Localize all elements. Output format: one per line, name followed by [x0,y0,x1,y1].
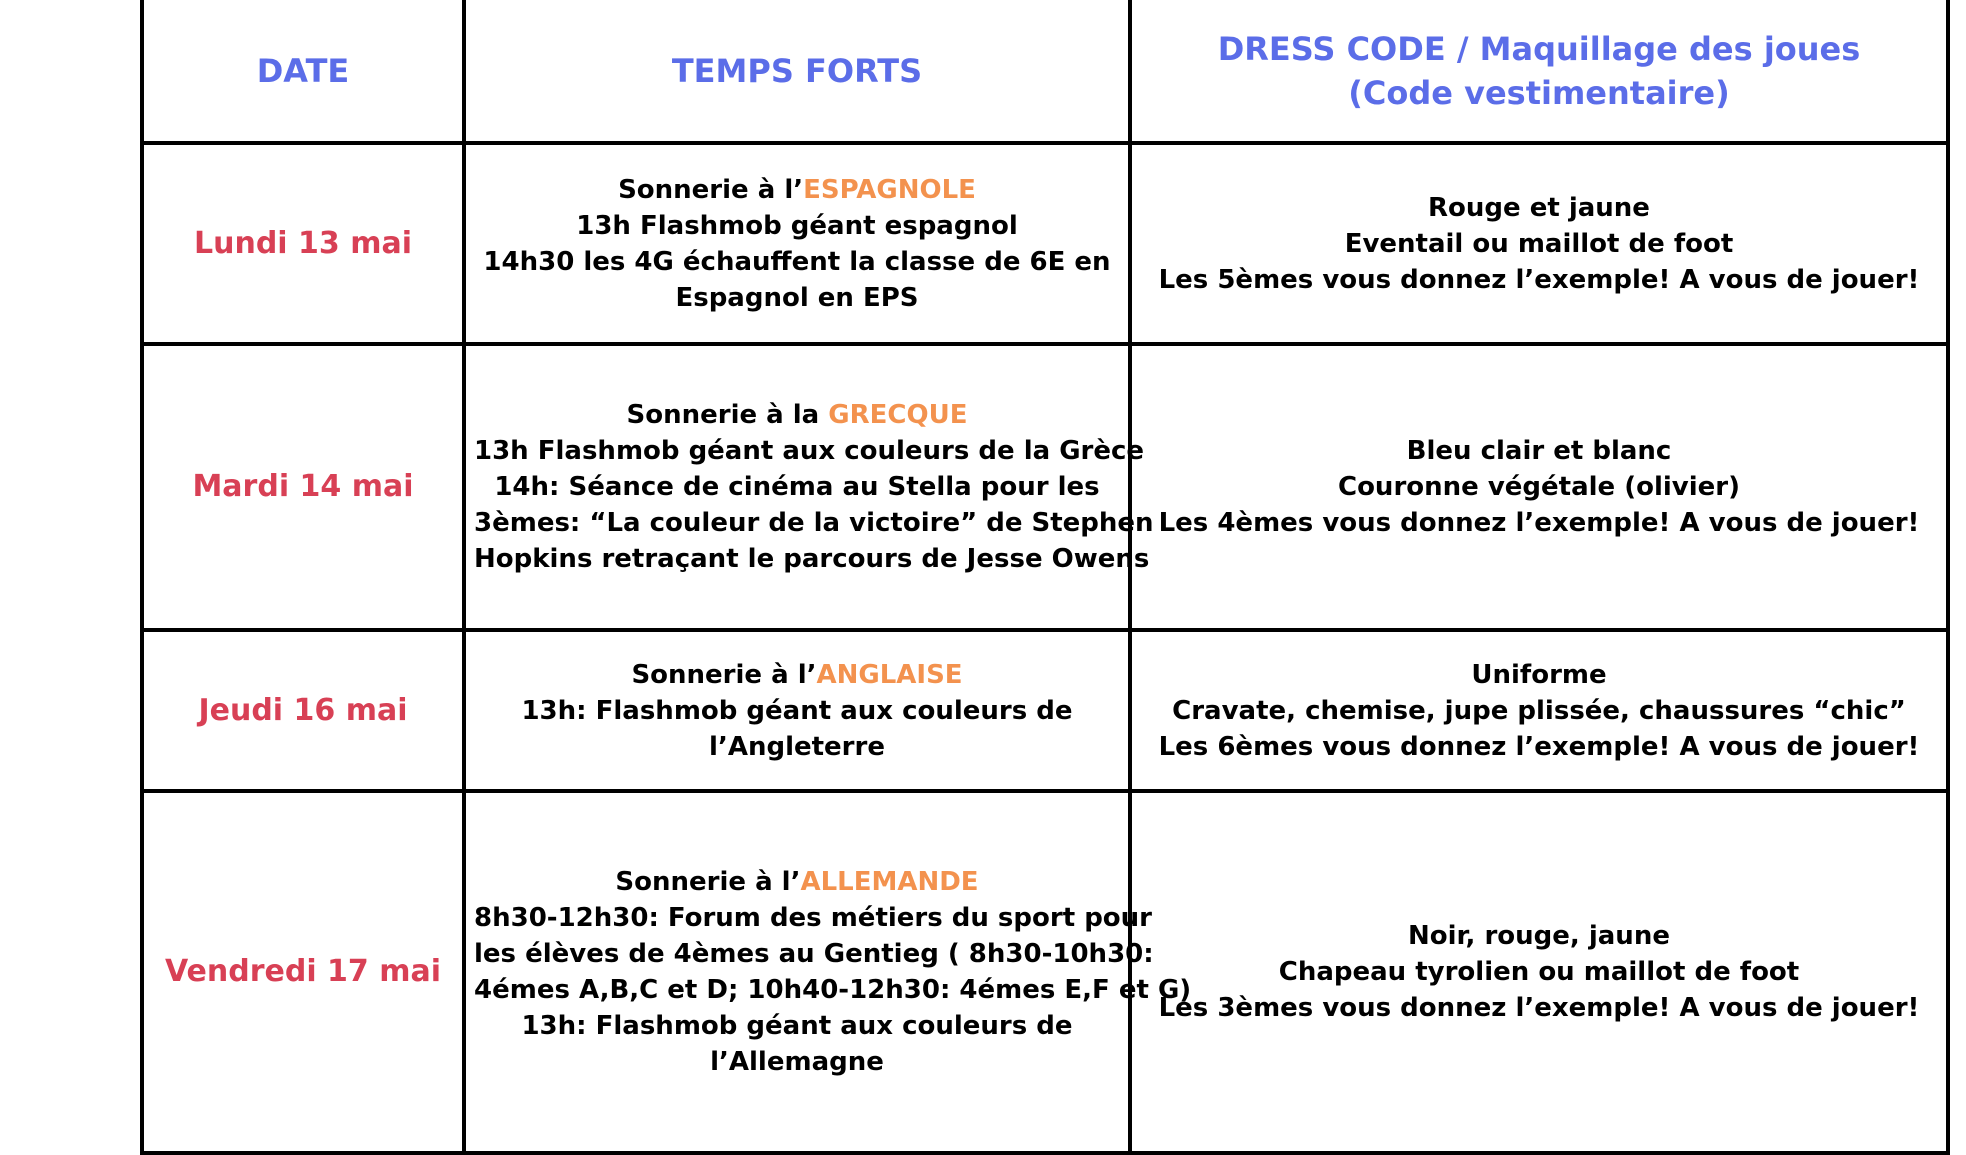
ring-line [474,397,1120,433]
event-line: 13h: Flashmob géant aux couleurs de [521,695,1073,726]
events-cell [464,791,1192,1153]
header-events-cell [464,0,1130,143]
event-line: Hopkins retraçant le parcours de Jesse Owens [474,544,1150,574]
header-row [142,0,1948,143]
dress-line: Les 3èmes vous donnez l’exemple! A vous de jouer! [1158,993,1920,1023]
dress-cell [1130,143,1948,344]
event-line: 3èmes: “La couleur de la victoire” de Stephen [474,508,1154,538]
event-line: 4émes A,B,C et D; 10h40-12h30: 4émes E,F et G) [474,975,1192,1005]
event-line: 14h: Séance de cinéma au Stella pour les [494,472,1100,502]
table-row [142,791,1948,1153]
header-dress-cell [1130,0,1948,143]
header-dress-line-1: DRESS CODE / Maquillage des joues [1217,29,1861,68]
ring-line [474,172,1120,208]
ring-prefix: Sonnerie à l’ [615,867,801,897]
table-row [142,344,1948,630]
date-cell [142,344,464,630]
events-cell [464,143,1130,344]
dress-line: Les 5èmes vous donnez l’exemple! A vous de jouer! [1158,264,1920,295]
dress-cell [1130,791,1948,1153]
header-events: TEMPS FORTS [671,51,923,90]
events-cell [464,344,1154,630]
dress-line: Cravate, chemise, jupe plissée, chaussures “chic” [1172,695,1906,726]
dress-line: Rouge et jaune [1428,192,1650,223]
date-cell [142,791,464,1153]
date-label: Jeudi 16 mai [198,692,408,728]
event-line: 13h Flashmob géant aux couleurs de la Grèce [474,436,1145,466]
ring-country: ALLEMANDE [800,867,979,897]
dress-line: Noir, rouge, jaune [1408,921,1670,951]
event-line: 14h30 les 4G échauffent la classe de 6E en [483,246,1111,277]
event-line: l’Angleterre [709,731,885,762]
date-label: Mardi 14 mai [192,469,414,504]
event-line: les élèves de 4èmes au Gentieg ( 8h30-10h30: [474,939,1154,969]
date-cell [142,143,464,344]
header-dress-line-2: (Code vestimentaire) [1348,73,1730,112]
ring-country: ANGLAISE [816,659,963,690]
date-cell [142,630,464,791]
schedule-table [140,0,1950,1155]
dress-line: Uniforme [1471,659,1607,690]
event-line: Espagnol en EPS [675,282,919,313]
ring-line [474,864,1120,900]
dress-line: Couronne végétale (olivier) [1337,472,1740,502]
header-date: DATE [256,51,350,90]
event-line: 13h Flashmob géant espagnol [576,210,1018,241]
ring-prefix: Sonnerie à l’ [618,174,804,205]
date-label: Vendredi 17 mai [164,954,442,989]
dress-cell [1130,630,1948,791]
ring-prefix: Sonnerie à l’ [631,659,817,690]
date-label: Lundi 13 mai [193,225,412,261]
dress-line: Eventail ou maillot de foot [1344,228,1734,259]
dress-line: Les 6èmes vous donnez l’exemple! A vous de jouer! [1158,731,1920,762]
event-line: 13h: Flashmob géant aux couleurs de [521,1011,1073,1041]
table-row [142,630,1948,791]
event-line: l’Allemagne [710,1047,884,1077]
ring-line [474,657,1120,693]
dress-line: Bleu clair et blanc [1406,436,1672,466]
events-cell [464,630,1130,791]
ring-country: GRECQUE [828,400,968,430]
table-row [142,143,1948,344]
header-date-cell [142,0,464,143]
ring-country: ESPAGNOLE [803,174,976,205]
dress-line: Les 4èmes vous donnez l’exemple! A vous de jouer! [1158,508,1920,538]
ring-prefix: Sonnerie à la [626,400,829,430]
event-line: 8h30-12h30: Forum des métiers du sport pour [474,903,1152,933]
dress-cell [1130,344,1948,630]
dress-line: Chapeau tyrolien ou maillot de foot [1278,957,1800,987]
